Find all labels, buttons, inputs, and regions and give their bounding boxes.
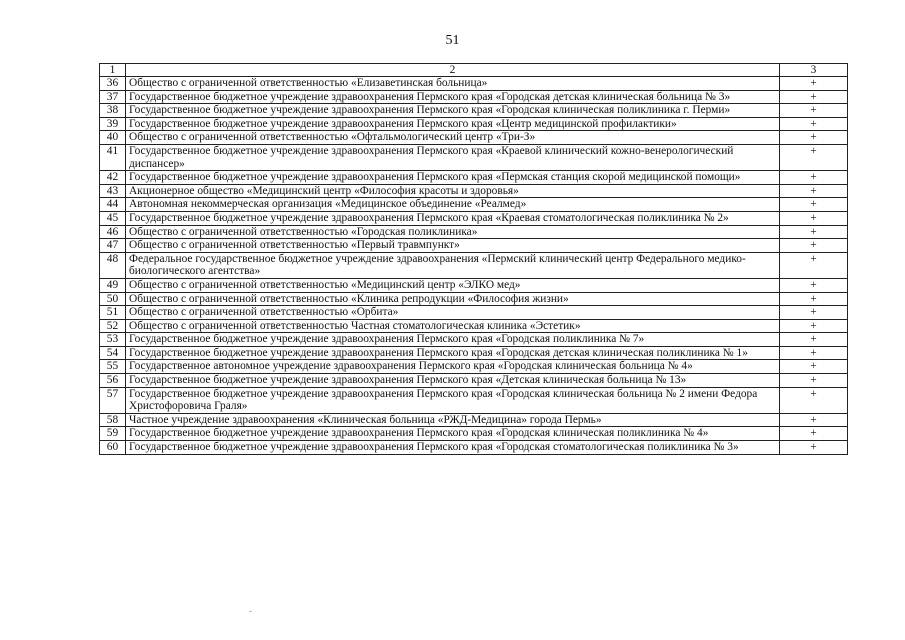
table-row	[100, 104, 848, 118]
row-number: 53	[100, 333, 126, 347]
organizations-table	[99, 63, 848, 455]
table-row	[100, 117, 848, 131]
inclusion-mark: +	[780, 333, 848, 347]
row-number: 45	[100, 211, 126, 225]
organization-name: Государственное бюджетное учреждение здравоохранения Пермского края «Пермская станция скорой медицинской помощи»	[126, 171, 780, 185]
page-number: 51	[445, 33, 460, 48]
inclusion-mark: +	[780, 144, 848, 170]
row-number: 37	[100, 90, 126, 104]
table-row	[100, 360, 848, 374]
organization-name: Государственное бюджетное учреждение здравоохранения Пермского края «Центр медицинской профилактики»	[126, 117, 780, 131]
table-row	[100, 319, 848, 333]
organization-name: Государственное бюджетное учреждение здравоохранения Пермского края «Краевая стоматологическая поликлиника № 2»	[126, 211, 780, 225]
table-row	[100, 144, 848, 170]
organization-name: Государственное бюджетное учреждение здравоохранения Пермского края «Краевой клинический кожно-венерологический диспансер»	[126, 144, 780, 170]
row-number: 54	[100, 346, 126, 360]
organization-name: Общество с ограниченной ответственностью «Клиника репродукции «Философия жизни»	[126, 292, 780, 306]
row-number: 49	[100, 278, 126, 292]
row-number: 39	[100, 117, 126, 131]
organization-name: Общество с ограниченной ответственностью «Городская поликлиника»	[126, 225, 780, 239]
inclusion-mark: +	[780, 90, 848, 104]
inclusion-mark: +	[780, 225, 848, 239]
table-row	[100, 441, 848, 455]
organization-name: Общество с ограниченной ответственностью Частная стоматологическая клиника «Эстетик»	[126, 319, 780, 333]
inclusion-mark: +	[780, 131, 848, 145]
row-number: 58	[100, 413, 126, 427]
inclusion-mark: +	[780, 104, 848, 118]
inclusion-mark: +	[780, 77, 848, 91]
inclusion-mark: +	[780, 346, 848, 360]
row-number: 57	[100, 387, 126, 413]
organization-name: Государственное автономное учреждение здравоохранения Пермского края «Городская клиническая больница № 4»	[126, 360, 780, 374]
table-row	[100, 184, 848, 198]
organization-name: Государственное бюджетное учреждение здравоохранения Пермского края «Городская стоматологическая поликлиника № 3»	[126, 441, 780, 455]
organization-name: Государственное бюджетное учреждение здравоохранения Пермского края «Городская клиническая поликлиника № 4»	[126, 427, 780, 441]
row-number: 44	[100, 198, 126, 212]
table-row	[100, 374, 848, 388]
table-row	[100, 131, 848, 145]
organization-name: Государственное бюджетное учреждение здравоохранения Пермского края «Городская поликлиника № 7»	[126, 333, 780, 347]
table-row	[100, 225, 848, 239]
row-number: 36	[100, 77, 126, 91]
inclusion-mark: +	[780, 413, 848, 427]
organization-name: Общество с ограниченной ответственностью «Офтальмологический центр «Три-З»	[126, 131, 780, 145]
inclusion-mark: +	[780, 239, 848, 253]
inclusion-mark: +	[780, 319, 848, 333]
inclusion-mark: +	[780, 427, 848, 441]
inclusion-mark: +	[780, 198, 848, 212]
row-number: 51	[100, 306, 126, 320]
table-row	[100, 413, 848, 427]
organization-name: Частное учреждение здравоохранения «Клиническая больница «РЖД-Медицина» города Пермь»	[126, 413, 780, 427]
table-row	[100, 346, 848, 360]
organization-name: Автономная некоммерческая организация «Медицинское объединение «Реалмед»	[126, 198, 780, 212]
inclusion-mark: +	[780, 360, 848, 374]
organization-name: Общество с ограниченной ответственностью «Елизаветинская больница»	[126, 77, 780, 91]
organization-name: Акционерное общество «Медицинский центр «Философия красоты и здоровья»	[126, 184, 780, 198]
organization-name: Федеральное государственное бюджетное учреждение здравоохранения «Пермский клинический центр Федерального медико-биологического агентства»	[126, 252, 780, 278]
organization-name: Общество с ограниченной ответственностью «Медицинский центр «ЭЛКО мед»	[126, 278, 780, 292]
table-row	[100, 292, 848, 306]
row-number: 43	[100, 184, 126, 198]
row-number: 50	[100, 292, 126, 306]
inclusion-mark: +	[780, 252, 848, 278]
row-number: 46	[100, 225, 126, 239]
row-number: 42	[100, 171, 126, 185]
inclusion-mark: +	[780, 387, 848, 413]
table-row	[100, 278, 848, 292]
inclusion-mark: +	[780, 292, 848, 306]
table-row	[100, 306, 848, 320]
organization-name: Государственное бюджетное учреждение здравоохранения Пермского края «Городская детская клиническая поликлиника № 1»	[126, 346, 780, 360]
row-number: 60	[100, 441, 126, 455]
organization-name: Государственное бюджетное учреждение здравоохранения Пермского края «Городская клиническая больница № 2 имени Федора Христофоровича Граля»	[126, 387, 780, 413]
row-number: 55	[100, 360, 126, 374]
organization-name: Государственное бюджетное учреждение здравоохранения Пермского края «Городская клиническая поликлиника г. Перми»	[126, 104, 780, 118]
table-row	[100, 239, 848, 253]
table-row	[100, 252, 848, 278]
scan-artifact	[249, 611, 252, 612]
table-row	[100, 198, 848, 212]
inclusion-mark: +	[780, 306, 848, 320]
row-number: 41	[100, 144, 126, 170]
column-header-number: 1	[100, 64, 126, 77]
inclusion-mark: +	[780, 117, 848, 131]
organization-name: Государственное бюджетное учреждение здравоохранения Пермского края «Детская клиническая больница № 13»	[126, 374, 780, 388]
row-number: 38	[100, 104, 126, 118]
inclusion-mark: +	[780, 171, 848, 185]
organization-name: Государственное бюджетное учреждение здравоохранения Пермского края «Городская детская клиническая больница № 3»	[126, 90, 780, 104]
table-row	[100, 387, 848, 413]
table-header-row	[100, 64, 848, 77]
organization-name: Общество с ограниченной ответственностью «Первый травмпункт»	[126, 239, 780, 253]
row-number: 59	[100, 427, 126, 441]
inclusion-mark: +	[780, 211, 848, 225]
row-number: 48	[100, 252, 126, 278]
row-number: 56	[100, 374, 126, 388]
inclusion-mark: +	[780, 278, 848, 292]
inclusion-mark: +	[780, 441, 848, 455]
table-row	[100, 333, 848, 347]
table-row	[100, 211, 848, 225]
table-row	[100, 427, 848, 441]
row-number: 47	[100, 239, 126, 253]
column-header-name: 2	[126, 64, 780, 77]
table-row	[100, 90, 848, 104]
table-row	[100, 171, 848, 185]
inclusion-mark: +	[780, 184, 848, 198]
table-row	[100, 77, 848, 91]
row-number: 40	[100, 131, 126, 145]
row-number: 52	[100, 319, 126, 333]
column-header-mark: 3	[780, 64, 848, 77]
inclusion-mark: +	[780, 374, 848, 388]
organization-name: Общество с ограниченной ответственностью «Орбита»	[126, 306, 780, 320]
